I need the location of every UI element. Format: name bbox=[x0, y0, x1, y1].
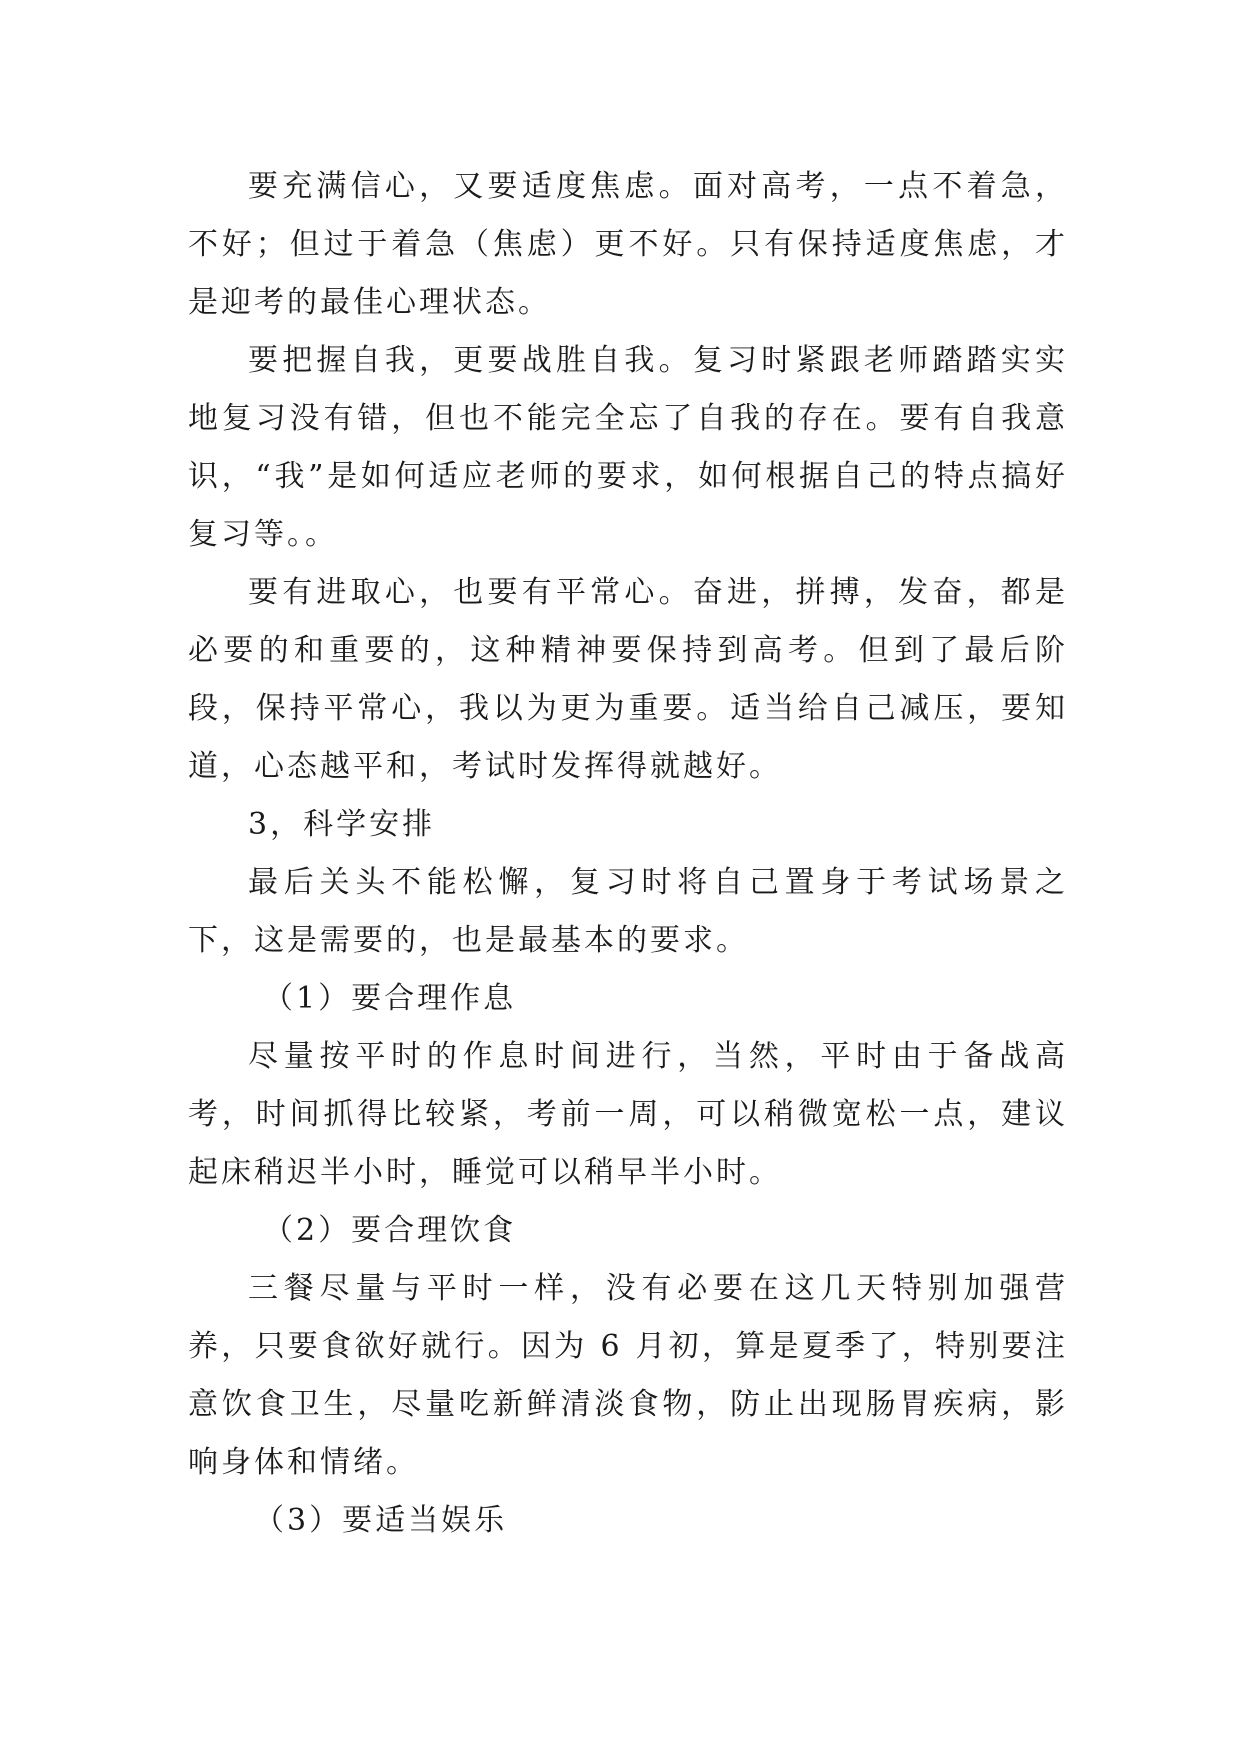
document-body bbox=[188, 158, 1068, 1550]
paragraph-final-stage: 最后关头不能松懈，复习时将自己置身于考试场景之下，这是需要的，也是最基本的要求。 bbox=[188, 865, 1068, 958]
subheading-routine: （1）要合理作息 bbox=[263, 981, 517, 1016]
paragraph-self: 要把握自我，更要战胜自我。复习时紧跟老师踏踏实实地复习没有错，但也不能完全忘了自我的存在。要有自我意识，“我”是如何适应老师的要求，如何根据自己的特点搞好复习等。。 bbox=[188, 343, 1068, 552]
subheading-diet: （2）要合理饮食 bbox=[263, 1213, 517, 1248]
paragraph-mindset: 要有进取心，也要有平常心。奋进，拼搏，发奋，都是必要的和重要的，这种精神要保持到高考。但到了最后阶段，保持平常心，我以为更为重要。适当给自己减压，要知道，心态越平和，考试时发挥得就越好。 bbox=[188, 575, 1068, 784]
section-heading-scientific-arrangement: 3，科学安排 bbox=[248, 807, 436, 842]
paragraph-confidence: 要充满信心，又要适度焦虑。面对高考，一点不着急，不好；但过于着急（焦虑）更不好。只有保持适度焦虑，才是迎考的最佳心理状态。 bbox=[188, 169, 1068, 320]
paragraph-routine: 尽量按平时的作息时间进行，当然，平时由于备战高考，时间抓得比较紧，考前一周，可以稍微宽松一点，建议起床稍迟半小时，睡觉可以稍早半小时。 bbox=[188, 1039, 1068, 1190]
paragraph-diet: 三餐尽量与平时一样，没有必要在这几天特别加强营养，只要食欲好就行。因为 6 月初，算是夏季了，特别要注意饮食卫生，尽量吃新鲜清淡食物，防止出现肠胃疾病，影响身体和情绪。 bbox=[188, 1271, 1068, 1480]
subheading-entertainment: （3）要适当娱乐 bbox=[254, 1503, 508, 1538]
